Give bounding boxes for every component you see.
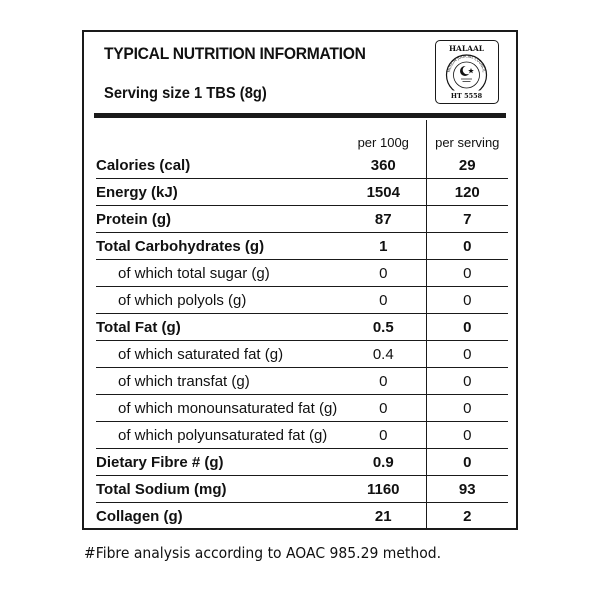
value-per-serving: 0: [426, 287, 508, 314]
column-header-per-100g: per 100g: [341, 120, 426, 152]
value-per-serving: 0: [426, 422, 508, 449]
value-per-100g: 1160: [341, 476, 426, 503]
nutrient-name: Calories (cal): [96, 152, 341, 179]
nutrient-row: [96, 476, 508, 503]
value-per-serving: 0: [426, 395, 508, 422]
halal-bottom-text: HT 5558: [450, 92, 483, 100]
value-per-100g: 1: [341, 233, 426, 260]
nutrient-name: of which polyols (g): [96, 287, 341, 314]
value-per-serving: 0: [426, 368, 508, 395]
nutrition-panel: [82, 30, 518, 530]
halal-certification-logo: [435, 40, 499, 104]
nutrient-name: Collagen (g): [96, 507, 183, 525]
nutrient-row: [96, 287, 508, 314]
nutrient-row: [96, 503, 508, 530]
value-per-100g: 87: [341, 206, 426, 233]
nutrient-row: [96, 368, 508, 395]
value-per-100g: 0: [341, 422, 426, 449]
nutrition-table: [96, 120, 508, 529]
value-per-100g: 1504: [341, 179, 426, 206]
serving-size: Serving size 1 TBS (8g): [104, 85, 267, 102]
column-header-empty: [96, 120, 341, 152]
value-per-serving: 0: [426, 341, 508, 368]
nutrient-row: [96, 341, 508, 368]
value-per-serving: 0: [426, 260, 508, 287]
value-per-serving: 93: [426, 476, 508, 503]
value-per-100g: 0: [341, 260, 426, 287]
nutrient-name: Total Carbohydrates (g): [96, 233, 341, 260]
panel-title: TYPICAL NUTRITION INFORMATION: [104, 44, 366, 63]
value-per-100g: 0.4: [341, 341, 426, 368]
nutrient-row: [96, 233, 508, 260]
nutrient-name: of which saturated fat (g): [96, 341, 341, 368]
nutrient-row: [96, 395, 508, 422]
value-per-serving: 120: [426, 179, 508, 206]
value-per-serving: 0: [426, 233, 508, 260]
value-per-serving: 29: [426, 152, 508, 179]
value-per-100g: 0.5: [341, 314, 426, 341]
halal-top-text: HALAAL: [448, 44, 485, 53]
nutrient-row: [96, 422, 508, 449]
value-per-100g: 0: [341, 287, 426, 314]
nutrient-name: of which transfat (g): [96, 368, 341, 395]
nutrient-row: [96, 260, 508, 287]
value-per-100g: 0: [341, 395, 426, 422]
nutrient-name: of which monounsaturated fat (g): [96, 395, 341, 422]
nutrient-name: Protein (g): [96, 206, 341, 233]
value-per-serving: 2: [426, 503, 508, 530]
nutrient-row: [96, 449, 508, 476]
nutrient-name: of which total sugar (g): [96, 260, 341, 287]
nutrient-name: of which polyunsaturated fat (g): [96, 422, 341, 449]
value-per-100g: 21: [341, 503, 426, 530]
value-per-100g: 360: [341, 152, 426, 179]
fibre-footnote: #Fibre analysis according to AOAC 985.29 method.: [84, 544, 442, 562]
nutrient-name: Total Fat (g): [96, 314, 341, 341]
header-divider: [94, 113, 506, 118]
value-per-serving: 0: [426, 449, 508, 476]
column-header-per-serving: per serving: [426, 120, 508, 152]
value-per-serving: 0: [426, 314, 508, 341]
nutrient-row: [96, 314, 508, 341]
nutrient-name: Dietary Fibre # (g): [96, 449, 341, 476]
value-per-100g: 0.9: [341, 449, 426, 476]
nutrient-name: Energy (kJ): [96, 179, 341, 206]
halal-ring-text: MUSLIM JUDICIAL COUNCIL: [447, 54, 486, 73]
nutrient-row: [96, 206, 508, 233]
column-header-row: [96, 120, 508, 152]
nutrient-row: [96, 179, 508, 206]
value-per-100g: 0: [341, 368, 426, 395]
nutrient-name: Total Sodium (mg): [96, 476, 341, 503]
nutrient-row: [96, 152, 508, 179]
value-per-serving: 7: [426, 206, 508, 233]
